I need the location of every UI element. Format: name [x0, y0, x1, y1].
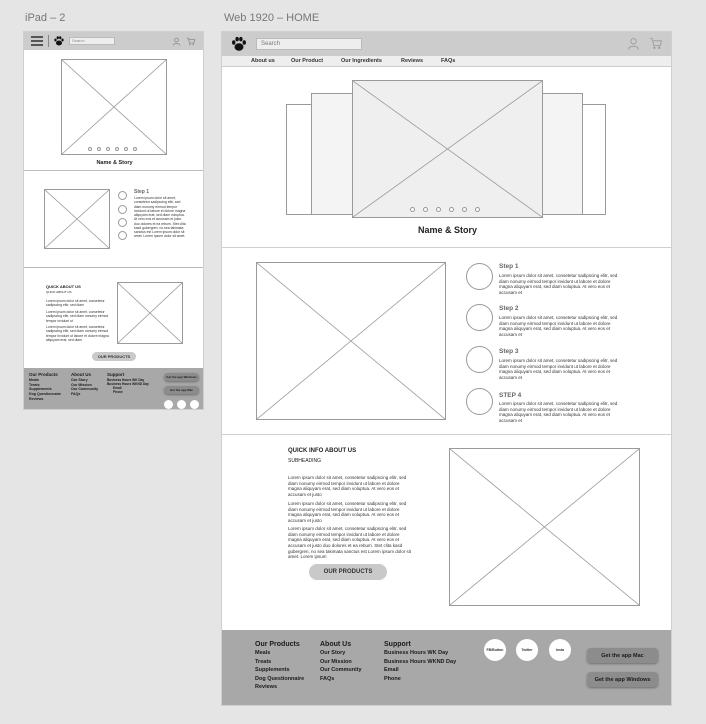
step-4-title: STEP 4 — [499, 392, 522, 399]
ipad-name-story: Name & Story — [96, 160, 133, 166]
step-3-text: Lorem ipsum dolor sit amet, consetetur sadipscing elitr, sed diam nonumy eirmod tempor invidunt ut labore et dolore magna aliquyam erat, sed diam voluptua. At vero eos et accusam et — [499, 358, 618, 380]
ipad-quick-image — [117, 282, 183, 344]
quick-info-subheading: SUBHEADING — [288, 458, 322, 464]
step-4-text: Lorem ipsum dolor sit amet, consetetur sadipscing elitr, sed diam nonumy eirmod tempor invidunt ut labore et dolore magna aliquyam erat, sed diam voluptua. At vero eos et accusam et — [499, 401, 618, 423]
instagram-icon[interactable]: Insta — [549, 639, 571, 661]
ipad-facebook-icon[interactable] — [164, 400, 173, 409]
ipad-footer-link[interactable]: Business Hours WKND Day — [107, 382, 149, 386]
footer-link-email[interactable]: Email — [384, 667, 399, 674]
footer-col-products — [255, 641, 304, 692]
ipad-footer-link[interactable]: FAQs — [71, 391, 81, 396]
user-icon[interactable] — [172, 37, 181, 46]
carousel-dot[interactable] — [423, 207, 428, 212]
ipad-footer-link[interactable]: Treats — [29, 382, 40, 387]
web-search-input[interactable]: Search — [256, 38, 362, 50]
web-header — [222, 32, 672, 56]
ipad-footer — [24, 368, 204, 410]
paw-logo-icon[interactable] — [230, 35, 248, 53]
web-frame — [221, 31, 672, 706]
our-products-button[interactable]: OUR PRODUCTS — [309, 564, 387, 580]
ipad-twitter-icon[interactable] — [177, 400, 186, 409]
ipad-quick-p3: Lorem ipsum dolor sit amet, consetetur sadipscing elitr, sed diam nonumy eirmod tempor invidunt ut labore et dolore magna aliquyam erat, sed diam — [46, 325, 109, 342]
ipad-quick-info-title: QUICK ABOUT US — [46, 284, 81, 289]
ipad-quick-info-sub: QUICK ABOUT US — [46, 290, 72, 294]
footer-link-faqs[interactable]: FAQs — [320, 675, 335, 682]
footer-support-title: Support — [384, 641, 411, 648]
ipad-step-icon — [118, 205, 127, 214]
step-3-icon — [466, 346, 493, 373]
cart-icon[interactable] — [649, 37, 663, 50]
ipad-get-app-windows-button[interactable]: Get the app Windows — [164, 373, 199, 381]
footer-link-our-community[interactable]: Our Community — [320, 667, 362, 674]
hamburger-icon[interactable] — [31, 36, 43, 46]
quick-info-title: QUICK INFO ABOUT US — [288, 448, 357, 454]
ipad-footer-col-support — [107, 372, 149, 394]
ipad-steps-image — [44, 189, 110, 249]
ipad-footer-col-about — [71, 372, 98, 397]
ipad-carousel-dots[interactable] — [88, 147, 148, 152]
carousel-dot[interactable] — [449, 207, 454, 212]
cart-icon[interactable] — [186, 37, 196, 46]
step-4-icon — [466, 388, 493, 415]
ipad-step-text: Lorem ipsum dolor sit amet, consetetur sadipscing elitr, sed diam nonumy eirmod tempor invidunt ut labore et dolore magna aliquyam erat, sed diam voluptua. At vero eos et accusam et justo duo dolores et ea rebum. Stet clita kasd gubergren, no sea takimata sanctus est Lorem ipsum dolor sit amet. Lorem ipsum dolor sit amet. — [134, 196, 186, 239]
ipad-header — [24, 32, 204, 50]
ipad-get-app-mac-button[interactable]: Get the app Mac — [164, 386, 199, 394]
ipad-quick-p1: Lorem ipsum dolor sit amet, consetetur sadipscing elitr, sed diam — [46, 299, 105, 308]
footer-link-reviews[interactable]: Reviews — [255, 684, 278, 691]
ipad-footer-about-title: About Us — [71, 372, 91, 377]
footer-products-title: Our Products — [255, 641, 300, 648]
web-frame-label: Web 1920 – HOME — [224, 12, 320, 24]
ipad-footer-link[interactable]: Our Community — [71, 387, 99, 392]
nav-about-us[interactable]: About us — [251, 58, 275, 64]
footer-link-our-mission[interactable]: Our Mission — [320, 658, 352, 665]
ipad-instagram-icon[interactable] — [190, 400, 199, 409]
quick-info-p1: Lorem ipsum dolor sit amet, consetetur sadipscing elitr, sed diam nonumy eirmod tempor invidunt ut labore et dolore magna aliquyam erat, sed diam voluptua. At vero eos et accusam et justo — [288, 475, 407, 497]
web-nav-bar — [222, 56, 672, 67]
quick-info-p2: Lorem ipsum dolor sit amet, consetetur sadipscing elitr, sed diam nonumy eirmod tempor invidunt ut labore et dolore magna aliquyam erat, sed diam voluptua. At vero eos et accusam et justo — [288, 501, 407, 523]
ipad-footer-link[interactable]: Business Hours WK Day — [107, 377, 145, 382]
carousel-dot[interactable] — [436, 207, 441, 212]
ipad-step-title: Step 1 — [134, 189, 150, 195]
ipad-step-icon — [118, 191, 127, 200]
nav-faqs[interactable]: FAQs — [441, 58, 456, 64]
ipad-quick-p2: Lorem ipsum dolor sit amet, consetetur sadipscing elitr, sed diam nonumy eirmod tempor invidunt ut — [46, 310, 109, 323]
web-divider-1 — [222, 247, 672, 248]
step-1-text: Lorem ipsum dolor sit amet, consetetur sadipscing elitr, sed diam nonumy eirmod tempor invidunt ut labore et dolore magna aliquyam erat, sed diam voluptua. At vero eos et accusam et — [499, 273, 618, 295]
ipad-footer-link[interactable]: Reviews — [29, 396, 44, 401]
facebook-icon[interactable]: FB/Button — [484, 639, 506, 661]
ipad-search-input[interactable]: Search — [69, 37, 115, 45]
ipad-footer-link[interactable]: Our Mission — [71, 382, 92, 387]
quick-info-image — [449, 448, 640, 606]
carousel-dot[interactable] — [410, 207, 415, 212]
footer-link-phone[interactable]: Phone — [384, 675, 401, 682]
ipad-frame — [23, 31, 204, 410]
ipad-footer-link[interactable]: Supplements — [29, 387, 52, 392]
ipad-our-products-button[interactable]: OUR PRODUCTS — [92, 352, 136, 361]
step-2-text: Lorem ipsum dolor sit amet, consetetur sadipscing elitr, sed diam nonumy eirmod tempor invidunt ut labore et dolore magna aliquyam erat, sed diam voluptua. At vero eos et accusam et — [499, 315, 618, 337]
web-name-story: Name & Story — [417, 225, 478, 235]
footer-link-our-story[interactable]: Our Story — [320, 650, 346, 657]
carousel-dot[interactable] — [462, 207, 467, 212]
ipad-footer-support-title: Support — [107, 372, 125, 377]
ipad-steps-section — [24, 170, 204, 268]
ipad-footer-link[interactable]: Dog Questionnaire — [29, 391, 62, 396]
footer-col-about — [320, 641, 362, 683]
nav-reviews[interactable]: Reviews — [401, 58, 424, 64]
hero-carousel-dots[interactable] — [410, 207, 480, 213]
footer-link-business-hours-wk[interactable]: Business Hours WK Day — [384, 650, 449, 657]
footer-link-meals[interactable]: Meals — [255, 650, 271, 657]
footer-link-business-hours-wknd[interactable]: Business Hours WKND Day — [384, 658, 457, 665]
hero-slide-main — [352, 80, 543, 218]
step-2-title: Step 2 — [499, 305, 519, 312]
step-1-icon — [466, 263, 493, 290]
nav-our-ingredients[interactable]: Our Ingredients — [341, 58, 382, 64]
ipad-step-icon — [118, 231, 127, 240]
user-icon[interactable] — [627, 37, 640, 50]
twitter-icon[interactable]: Twitter — [516, 639, 538, 661]
ipad-hero-image — [61, 59, 167, 155]
nav-our-product[interactable]: Our Product — [291, 58, 324, 64]
carousel-dot[interactable] — [475, 207, 480, 212]
paw-logo-icon[interactable] — [53, 35, 65, 47]
step-1-title: Step 1 — [499, 263, 519, 270]
web-footer — [222, 630, 672, 706]
footer-col-support — [384, 641, 456, 683]
ipad-footer-link[interactable]: Email — [113, 386, 122, 391]
ipad-footer-col-products — [29, 372, 61, 401]
steps-image — [256, 262, 446, 420]
web-divider-2 — [222, 434, 672, 435]
footer-link-supplements[interactable]: Supplements — [255, 667, 290, 674]
ipad-frame-label: iPad – 2 — [25, 12, 66, 24]
quick-info-p3: Lorem ipsum dolor sit amet, consetetur sadipscing elitr, sed diam nonumy eirmod tempor invidunt ut labore et dolore magna aliquyam erat, sed diam voluptua. At vero eos et accusam et justo duo dolores et ea rebum. Stet clita kasd gubergren, no sea takimata sanctus est Lorem ipsum dolor sit amet. Lorem ipsum — [288, 526, 412, 560]
ipad-footer-products-title: Our Products — [29, 372, 58, 377]
get-app-mac-button[interactable]: Get the app Mac — [587, 648, 658, 663]
footer-about-title: About Us — [320, 641, 352, 648]
footer-link-treats[interactable]: Treats — [255, 658, 272, 665]
ipad-footer-link[interactable]: Our Story — [71, 377, 88, 382]
footer-link-dog-questionnaire[interactable]: Dog Questionnaire — [255, 675, 305, 682]
ipad-footer-link[interactable]: Phone — [113, 390, 123, 395]
ipad-footer-link[interactable]: Meals — [29, 377, 39, 382]
get-app-windows-button[interactable]: Get the app Windows — [587, 672, 658, 687]
ipad-step-icon — [118, 218, 127, 227]
step-3-title: Step 3 — [499, 348, 519, 355]
step-2-icon — [466, 304, 493, 331]
